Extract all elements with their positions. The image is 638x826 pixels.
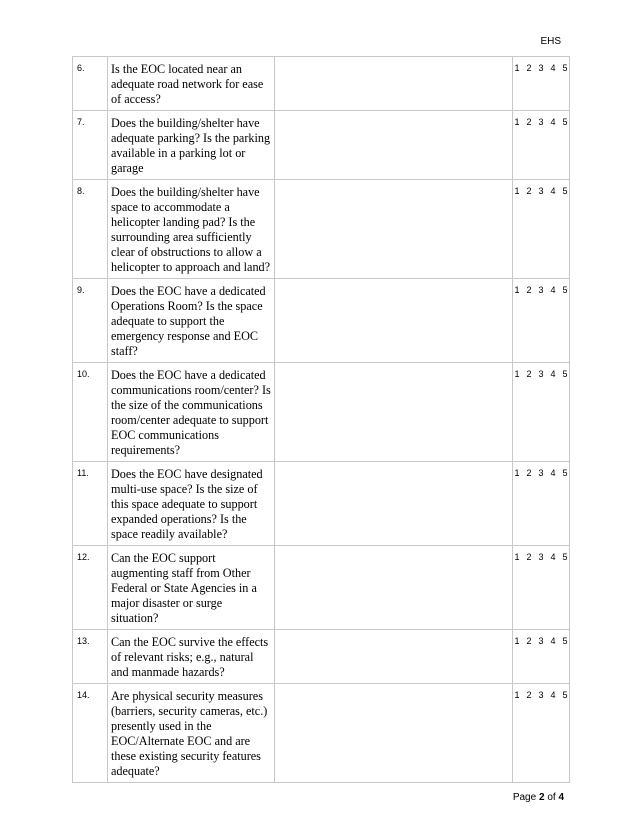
row-number: 9. xyxy=(73,279,108,363)
rating-option[interactable]: 1 xyxy=(514,117,520,127)
rating-options xyxy=(513,369,569,379)
question-text: Does the building/shelter have space to accommodate a helicopter landing pad? Is the surrounding area sufficiently clear of obstructions to allow a helicopter to approach and land? xyxy=(108,180,275,279)
row-number: 7. xyxy=(73,111,108,180)
rating-option[interactable]: 3 xyxy=(538,285,544,295)
rating-options xyxy=(513,690,569,700)
row-number: 10. xyxy=(73,363,108,462)
rating-option[interactable]: 4 xyxy=(550,63,556,73)
rating-option[interactable]: 5 xyxy=(562,285,568,295)
rating-option[interactable]: 5 xyxy=(562,468,568,478)
row-number: 8. xyxy=(73,180,108,279)
response-field[interactable] xyxy=(275,180,513,279)
rating-scale xyxy=(513,111,570,180)
response-field[interactable] xyxy=(275,462,513,546)
question-text: Can the EOC survive the effects of relevant risks; e.g., natural and manmade hazards? xyxy=(108,630,275,684)
rating-options xyxy=(513,63,569,73)
checklist-table xyxy=(72,56,570,783)
table-row xyxy=(73,546,570,630)
table-row xyxy=(73,279,570,363)
rating-option[interactable]: 5 xyxy=(562,186,568,196)
page-footer xyxy=(513,792,564,803)
rating-option[interactable]: 1 xyxy=(514,63,520,73)
response-field[interactable] xyxy=(275,630,513,684)
rating-scale xyxy=(513,684,570,783)
table-row xyxy=(73,684,570,783)
rating-option[interactable]: 2 xyxy=(526,636,532,646)
rating-option[interactable]: 2 xyxy=(526,117,532,127)
rating-options xyxy=(513,636,569,646)
rating-option[interactable]: 3 xyxy=(538,468,544,478)
response-field[interactable] xyxy=(275,111,513,180)
row-number: 14. xyxy=(73,684,108,783)
rating-option[interactable]: 5 xyxy=(562,636,568,646)
rating-option[interactable]: 3 xyxy=(538,186,544,196)
rating-scale xyxy=(513,180,570,279)
row-number: 12. xyxy=(73,546,108,630)
response-field[interactable] xyxy=(275,546,513,630)
rating-options xyxy=(513,468,569,478)
rating-option[interactable]: 4 xyxy=(550,552,556,562)
rating-option[interactable]: 3 xyxy=(538,636,544,646)
footer-page-total: 4 xyxy=(558,792,564,803)
row-number: 13. xyxy=(73,630,108,684)
rating-option[interactable]: 1 xyxy=(514,468,520,478)
rating-option[interactable]: 1 xyxy=(514,552,520,562)
rating-scale xyxy=(513,546,570,630)
question-text: Does the EOC have a dedicated communications room/center? Is the size of the communications room/center adequate to support EOC communications requirements? xyxy=(108,363,275,462)
rating-scale xyxy=(513,57,570,111)
rating-option[interactable]: 3 xyxy=(538,369,544,379)
rating-option[interactable]: 2 xyxy=(526,552,532,562)
rating-option[interactable]: 1 xyxy=(514,285,520,295)
rating-option[interactable]: 3 xyxy=(538,552,544,562)
row-number: 11. xyxy=(73,462,108,546)
question-text: Does the EOC have designated multi-use space? Is the size of this space adequate to support expanded operations? Is the space readily available? xyxy=(108,462,275,546)
rating-option[interactable]: 3 xyxy=(538,690,544,700)
question-text: Are physical security measures (barriers, security cameras, etc.) presently used in the EOC/Alternate EOC and are these existing security features adequate? xyxy=(108,684,275,783)
rating-option[interactable]: 5 xyxy=(562,63,568,73)
rating-option[interactable]: 2 xyxy=(526,690,532,700)
rating-option[interactable]: 3 xyxy=(538,63,544,73)
rating-option[interactable]: 2 xyxy=(526,63,532,73)
table-row xyxy=(73,180,570,279)
rating-option[interactable]: 4 xyxy=(550,369,556,379)
rating-option[interactable]: 4 xyxy=(550,285,556,295)
table-row xyxy=(73,111,570,180)
rating-options xyxy=(513,117,569,127)
rating-scale xyxy=(513,363,570,462)
response-field[interactable] xyxy=(275,363,513,462)
rating-option[interactable]: 5 xyxy=(562,552,568,562)
rating-scale xyxy=(513,279,570,363)
row-number: 6. xyxy=(73,57,108,111)
question-text: Does the building/shelter have adequate parking? Is the parking available in a parking lot or garage xyxy=(108,111,275,180)
rating-option[interactable]: 5 xyxy=(562,690,568,700)
response-field[interactable] xyxy=(275,684,513,783)
question-text: Does the EOC have a dedicated Operations Room? Is the space adequate to support the emergency response and EOC staff? xyxy=(108,279,275,363)
rating-option[interactable]: 2 xyxy=(526,369,532,379)
rating-option[interactable]: 1 xyxy=(514,690,520,700)
question-text: Is the EOC located near an adequate road network for ease of access? xyxy=(108,57,275,111)
rating-option[interactable]: 1 xyxy=(514,186,520,196)
rating-option[interactable]: 2 xyxy=(526,186,532,196)
rating-option[interactable]: 1 xyxy=(514,636,520,646)
rating-option[interactable]: 2 xyxy=(526,285,532,295)
rating-scale xyxy=(513,462,570,546)
rating-option[interactable]: 4 xyxy=(550,186,556,196)
rating-option[interactable]: 1 xyxy=(514,369,520,379)
rating-options xyxy=(513,552,569,562)
rating-option[interactable]: 4 xyxy=(550,117,556,127)
table-row xyxy=(73,363,570,462)
question-text: Can the EOC support augmenting staff from Other Federal or State Agencies in a major disaster or surge situation? xyxy=(108,546,275,630)
footer-page-number: 2 xyxy=(538,792,545,803)
table-row xyxy=(73,57,570,111)
table-row xyxy=(73,630,570,684)
rating-option[interactable]: 4 xyxy=(550,468,556,478)
rating-option[interactable]: 4 xyxy=(550,690,556,700)
response-field[interactable] xyxy=(275,57,513,111)
rating-option[interactable]: 5 xyxy=(562,117,568,127)
table-row xyxy=(73,462,570,546)
rating-option[interactable]: 4 xyxy=(550,636,556,646)
footer-page-label: Page xyxy=(512,792,537,803)
header-ehs: EHS xyxy=(540,36,561,47)
rating-option[interactable]: 3 xyxy=(538,117,544,127)
rating-option[interactable]: 2 xyxy=(526,468,532,478)
response-field[interactable] xyxy=(275,279,513,363)
rating-option[interactable]: 5 xyxy=(562,369,568,379)
rating-options xyxy=(513,285,569,295)
footer-of-label: of xyxy=(547,792,556,803)
rating-scale xyxy=(513,630,570,684)
rating-options xyxy=(513,186,569,196)
checklist-body xyxy=(73,57,570,783)
